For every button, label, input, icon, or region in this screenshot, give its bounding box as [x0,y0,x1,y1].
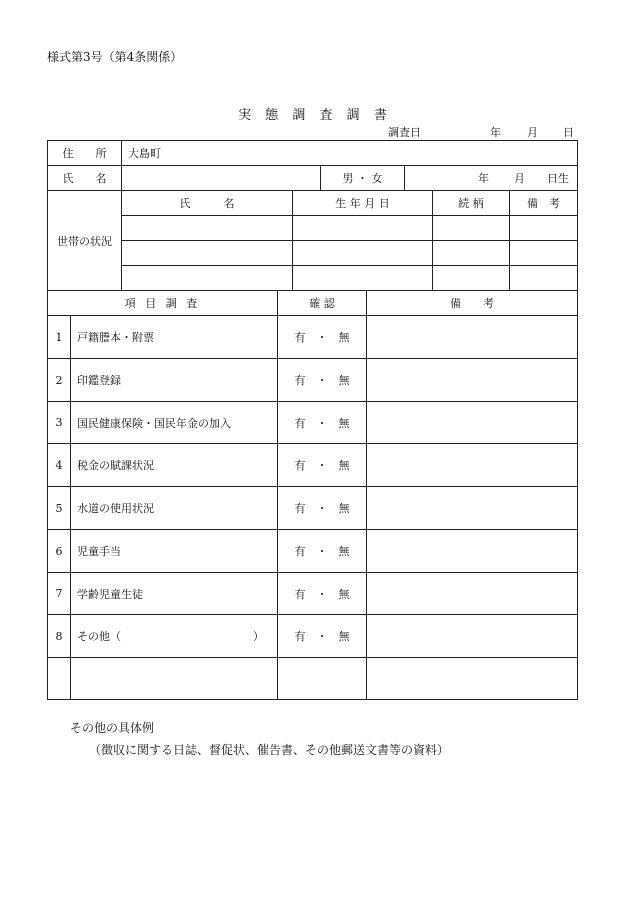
item-confirm: 有 ・ 無 [294,502,350,515]
item-label: 税金の賦課状況 [77,459,154,472]
items-header-item: 項 目 調 査 [124,297,201,310]
item-label: 学齢児童生徒 [77,587,143,601]
item-confirm: 有 ・ 無 [294,416,350,430]
item-confirm: 有 ・ 無 [294,587,350,601]
item-paren-close: ） [253,630,264,643]
item-confirm: 有 ・ 無 [294,459,350,472]
household-header-notes: 備 考 [527,197,560,210]
dob-day: 日生 [547,172,569,185]
item-label: 国民健康保険・国民年金の加入 [77,416,231,430]
item-number: 5 [55,501,63,515]
item-number: 2 [55,373,63,387]
survey-date-day: 日 [563,126,574,139]
item-label: 印鑑登録 [77,374,121,387]
dob-month: 月 [514,172,525,185]
dob-year: 年 [478,172,489,185]
survey-date-label: 調査日 [388,126,421,139]
item-confirm: 有 ・ 無 [294,545,350,558]
item-label: 戸籍謄本・附票 [77,331,154,344]
gender-select: 男 ・ 女 [342,172,383,185]
address-value: 大島町 [128,147,161,160]
items-header-notes: 備 考 [450,297,494,310]
item-number: 7 [55,587,63,600]
household-header-relation: 続 柄 [458,197,484,210]
item-number: 3 [55,416,63,429]
address-label: 住 所 [62,147,107,160]
item-number: 6 [55,544,63,558]
item-confirm: 有 ・ 無 [294,331,350,344]
item-number: 8 [55,629,63,643]
form-number: 様式第3号（第4条関係） [47,50,183,64]
item-confirm: 有 ・ 無 [294,374,350,387]
item-label: 児童手当 [77,545,121,558]
household-label: 世帯の状況 [57,234,112,248]
item-confirm: 有 ・ 無 [294,630,350,643]
items-header-confirm: 確 認 [309,297,335,310]
page-title: 実 態 調 査 調 書 [238,108,392,123]
item-number: 4 [55,458,63,472]
footnote-detail: （徴収に関する日誌、督促状、催告書、その他郵送文書等の資料） [89,743,450,757]
household-header-dob: 生 年 月 日 [335,197,390,210]
survey-date-year: 年 [490,126,501,139]
item-number: 1 [55,330,63,344]
item-label: 水道の使用状況 [77,502,154,515]
household-header-name: 氏 名 [179,197,235,210]
name-label: 氏 名 [62,172,107,185]
item-label: その他（ [77,630,121,643]
footnote-heading: その他の具体例 [70,721,155,735]
survey-date-month: 月 [527,126,538,139]
